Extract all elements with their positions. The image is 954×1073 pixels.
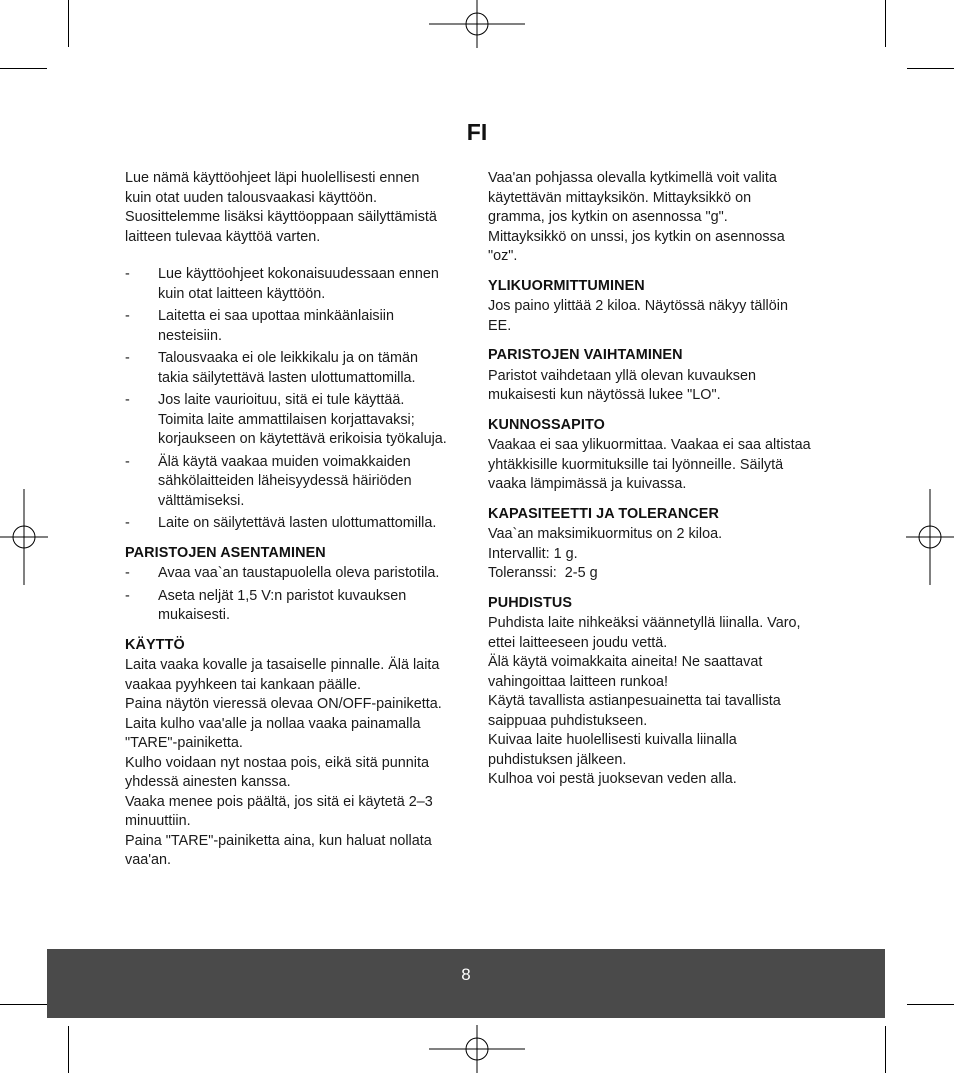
- section-heading-battery-change: PARISTOJEN VAIHTAMINEN: [488, 347, 683, 363]
- crop-mark-bottom-right-horizontal: [907, 1004, 954, 1005]
- unit-paragraph: Vaa'an pohjassa olevalla kytkimellä voit valita käytettävän mittayksikön. Mittayksikkö on gramma, jos kytkin on asennossa "g". Mittayksikkö on unssi, jos kytkin on asennossa "oz".: [488, 170, 785, 264]
- crop-mark-top-left-horizontal: [0, 68, 47, 69]
- page-number: 8: [461, 965, 471, 984]
- footer-bar: [47, 949, 885, 1018]
- capacity-paragraph: Vaa`an maksimikuormitus on 2 kiloa. Intervallit: 1 g. Toleranssi: 2-5 g: [488, 526, 723, 581]
- intro-paragraph: [125, 169, 470, 247]
- section-heading-battery-install: PARISTOJEN ASENTAMINEN: [125, 544, 326, 561]
- registration-crosshair-icon: [429, 1025, 525, 1073]
- overload-paragraph: Jos paino ylittää 2 kiloa. Näytössä näkyy tällöin EE.: [488, 298, 788, 334]
- maintenance-paragraph: Vaakaa ei saa ylikuormittaa. Vaakaa ei saa altistaa yhtäkkisille kuormituksille tai lyönneille. Säilytä vaaka lämpimässä ja kuivassa.: [488, 437, 811, 492]
- list-item: - Lue käyttöohjeet kokonaisuudessaan ennen kuin otat laitteen käyttöön.: [125, 266, 439, 302]
- crop-mark-bottom-left-vertical: [68, 1026, 69, 1073]
- crop-mark-top-right-vertical: [885, 0, 886, 47]
- section-heading-overload: YLIKUORMITTUMINEN: [488, 277, 645, 294]
- crop-mark-bottom-right-vertical: [885, 1026, 886, 1073]
- list-item: - Avaa vaa`an taustapuolella oleva paristotila.: [125, 565, 440, 581]
- list-item: - Aseta neljät 1,5 V:n paristot kuvauksen mukaisesti.: [125, 587, 407, 623]
- list-item: - Älä käytä vaakaa muiden voimakkaiden sähkölaitteiden läheisyydessä häiriöden välttämiseksi.: [125, 453, 412, 509]
- registration-crosshair-icon: [0, 489, 48, 585]
- crop-mark-bottom-left-horizontal: [0, 1004, 47, 1005]
- intro-line: kuin otat uuden talousvaakasi käyttöön.: [125, 189, 378, 206]
- section-heading-maintenance: KUNNOSSAPITO: [488, 416, 605, 433]
- safety-list: [125, 265, 470, 534]
- intro-line: laitteen tulevaa käyttöä varten.: [125, 228, 321, 245]
- intro-line: Suosittelemme lisäksi käyttöoppaan säilyttämistä: [125, 209, 437, 225]
- section-heading-cleaning: PUHDISTUS: [488, 594, 573, 611]
- registration-crosshair-icon: [906, 489, 954, 585]
- list-item: - Talousvaaka ei ole leikkikalu ja on tämän takia säilytettävä lasten ulottumattomilla.: [125, 350, 418, 386]
- right-column: [488, 169, 833, 790]
- cleaning-paragraph: Puhdista laite nihkeäksi väännetyllä liinalla. Varo, ettei laitteeseen joudu vettä. Älä käytä voimakkaita aineita! Ne saattavat vahingoittaa laitteen runkoa! Käytä tavallista astianpesuainetta tai tavallista saippuaa puhdistukseen. Kuivaa laite huolellisesti kuivalla liinalla puhdistuksen jälkeen. Kulhoa voi pestä juoksevan veden alla.: [488, 615, 801, 787]
- battery-list: [125, 564, 470, 626]
- intro-line: Lue nämä käyttöohjeet läpi huolellisesti ennen: [125, 170, 420, 186]
- list-item: - Jos laite vaurioituu, sitä ei tule käyttää. Toimita laite ammattilaisen korjattavaksi; korjaukseen on käytettävä erikoisia työkaluja.: [125, 392, 447, 447]
- battery-change-paragraph: Paristot vaihdetaan yllä olevan kuvauksen mukaisesti kun näytössä lukee "LO".: [488, 367, 756, 403]
- crop-mark-top-right-horizontal: [907, 68, 954, 69]
- registration-crosshair-icon: [429, 0, 525, 48]
- left-column: [125, 169, 470, 871]
- list-item: - Laitetta ei saa upottaa minkäänlaisiin nesteisiin.: [125, 308, 394, 344]
- section-heading-capacity: KAPASITEETTI JA TOLERANCER: [488, 505, 720, 522]
- page-title: FI: [466, 119, 488, 145]
- usage-paragraph: Laita vaaka kovalle ja tasaiselle pinnalle. Älä laita vaakaa pyyhkeen tai kankaan päälle. Paina näytön vieressä olevaa ON/OFF-painiketta. Laita kulho vaa'alle ja nollaa vaaka painamalla "TARE"-painiketta. Kulho voidaan nyt nostaa pois, eikä sitä punnita yhdessä ainesten kanssa. Vaaka menee pois päältä, jos sitä ei käytetä 2–3 minuuttiin. Paina "TARE"-painiketta aina, kun haluat nollata vaa'an.: [125, 657, 442, 868]
- list-item: - Laite on säilytettävä lasten ulottumattomilla.: [125, 515, 437, 531]
- section-heading-usage: KÄYTTÖ: [125, 636, 185, 653]
- crop-mark-top-left-vertical: [68, 0, 69, 47]
